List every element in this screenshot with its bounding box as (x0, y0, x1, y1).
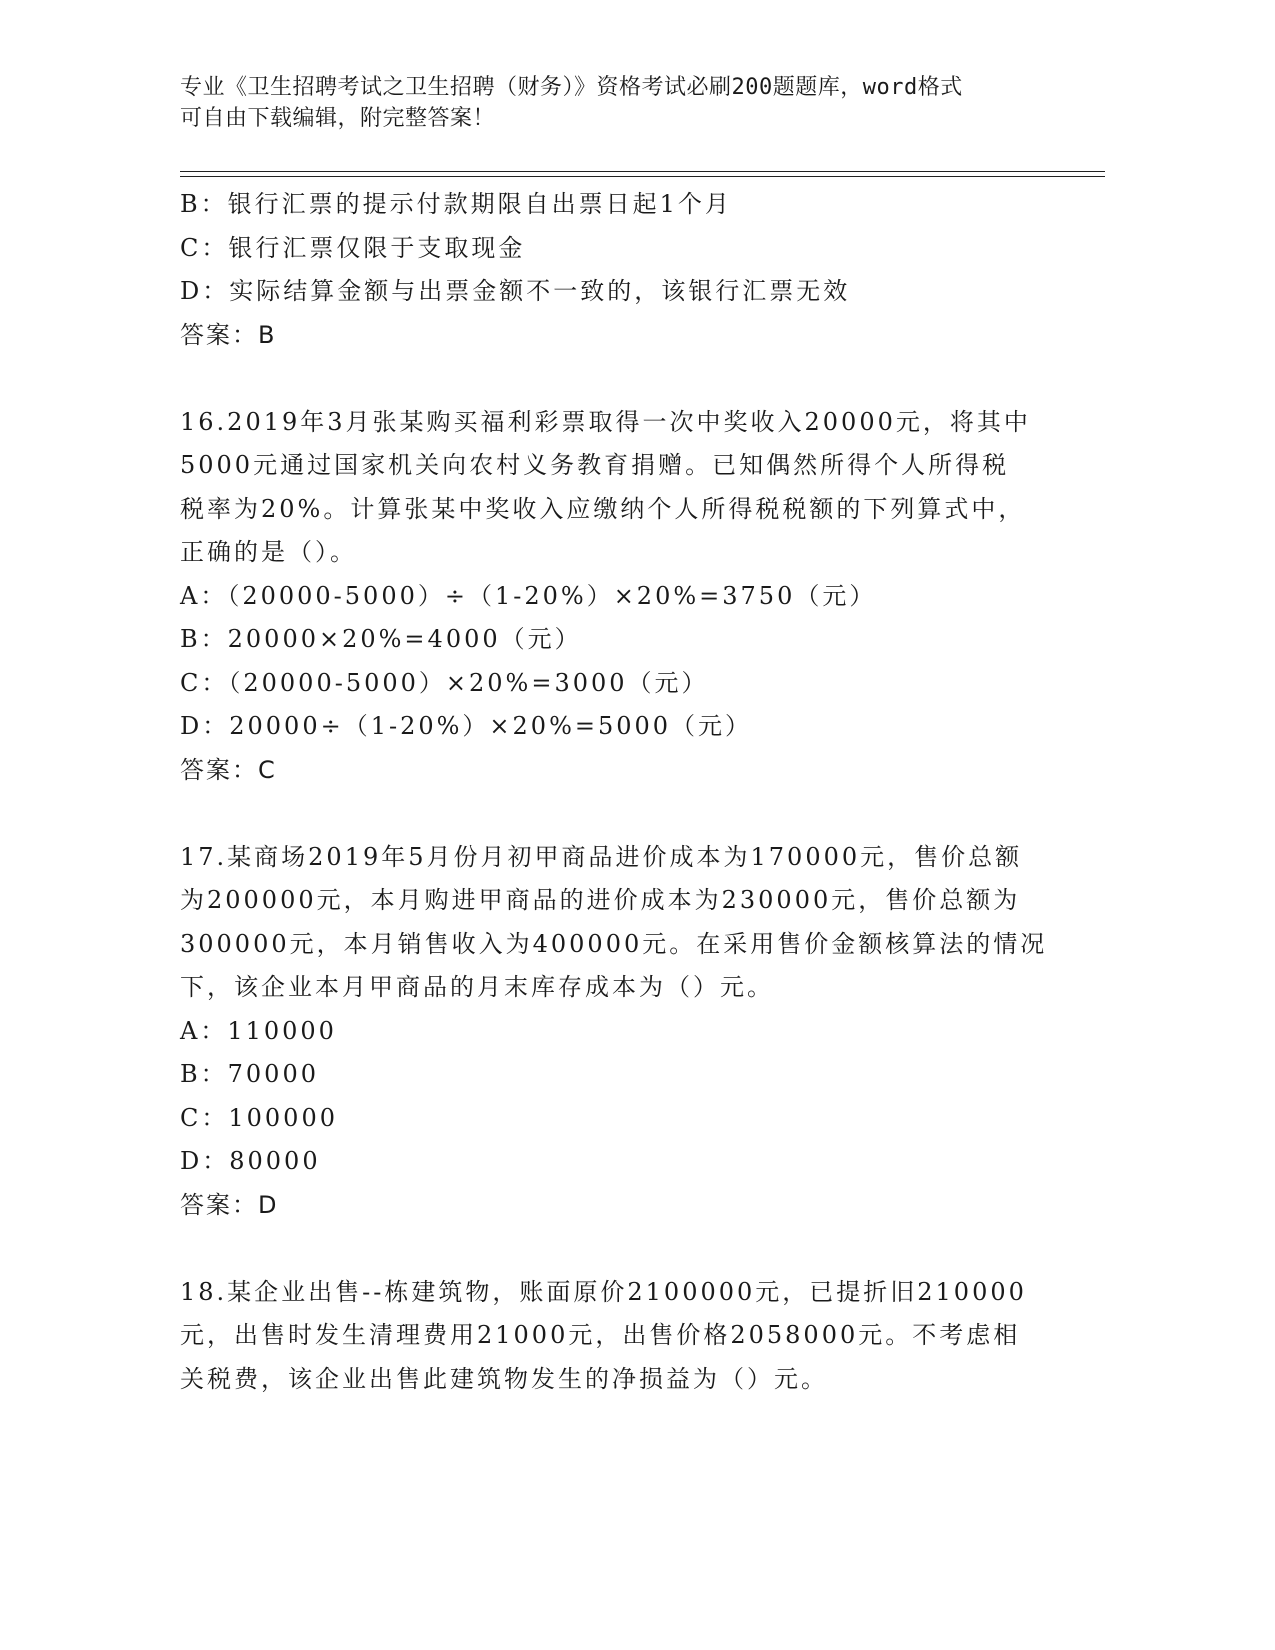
q18-stem-line: 关税费，该企业出售此建筑物发生的净损益为（）元。 (180, 1364, 828, 1393)
page-header (180, 72, 1050, 134)
q17-option-b: B：70000 (180, 1060, 319, 1088)
q15-option-c: C：银行汇票仅限于支取现金 (180, 233, 526, 262)
question-17 (180, 836, 1060, 1228)
q15-option-b: B：银行汇票的提示付款期限自出票日起1个月 (180, 190, 732, 218)
spacer (180, 357, 1060, 401)
q16-option-d: D：20000÷（1-20%）×20%=5000（元） (180, 712, 753, 740)
header-title-line-2: 可自由下载编辑，附完整答案！ (180, 106, 496, 131)
question-18 (180, 1271, 1060, 1402)
spacer (180, 1227, 1060, 1271)
q16-stem-line: 5000元通过国家机关向农村义务教育捐赠。已知偶然所得个人所得税 (180, 451, 1010, 479)
q16-option-a: A：（20000-5000）÷（1-20%）×20%=3750（元） (180, 581, 877, 610)
question-content (180, 183, 1060, 1401)
q16-stem-line: 税率为20%。计算张某中奖收入应缴纳个人所得税税额的下列算式中， (180, 494, 1026, 523)
q15-option-d: D：实际结算金额与出票金额不一致的，该银行汇票无效 (180, 277, 851, 305)
q17-answer: 答案：D (180, 1190, 279, 1219)
q18-stem-line: 元，出售时发生清理费用21000元，出售价格2058000元。不考虑相 (180, 1321, 1021, 1349)
q17-option-a: A：110000 (180, 1016, 337, 1045)
q16-stem-line: 16.2019年3月张某购买福利彩票取得一次中奖收入20000元，将其中 (180, 407, 1031, 436)
q17-stem-line: 下，该企业本月甲商品的月末库存成本为（）元。 (180, 973, 774, 1001)
q17-option-d: D：80000 (180, 1147, 321, 1175)
question-15-continued (180, 183, 1060, 357)
question-16 (180, 401, 1060, 793)
q15-answer: 答案：B (180, 320, 277, 349)
header-divider-bottom (180, 176, 1105, 177)
q16-option-b: B：20000×20%=4000（元） (180, 625, 582, 653)
q18-stem-line: 18.某企业出售--栋建筑物，账面原价2100000元，已提折旧210000 (180, 1277, 1027, 1306)
q16-option-c: C：（20000-5000）×20%=3000（元） (180, 668, 709, 697)
header-title-line-1: 专业《卫生招聘考试之卫生招聘（财务）》资格考试必刷200题题库，word格式 (180, 75, 963, 100)
header-divider-top (180, 171, 1105, 172)
q16-answer: 答案：C (180, 755, 277, 784)
q17-stem-line: 17.某商场2019年5月份月初甲商品进价成本为170000元，售价总额 (180, 842, 1023, 871)
spacer (180, 792, 1060, 836)
q17-option-c: C：100000 (180, 1103, 338, 1132)
q17-stem-line: 300000元，本月销售收入为400000元。在采用售价金额核算法的情况 (180, 929, 1048, 958)
q17-stem-line: 为200000元，本月购进甲商品的进价成本为230000元，售价总额为 (180, 886, 1021, 914)
q16-stem-line: 正确的是（）。 (180, 538, 357, 566)
